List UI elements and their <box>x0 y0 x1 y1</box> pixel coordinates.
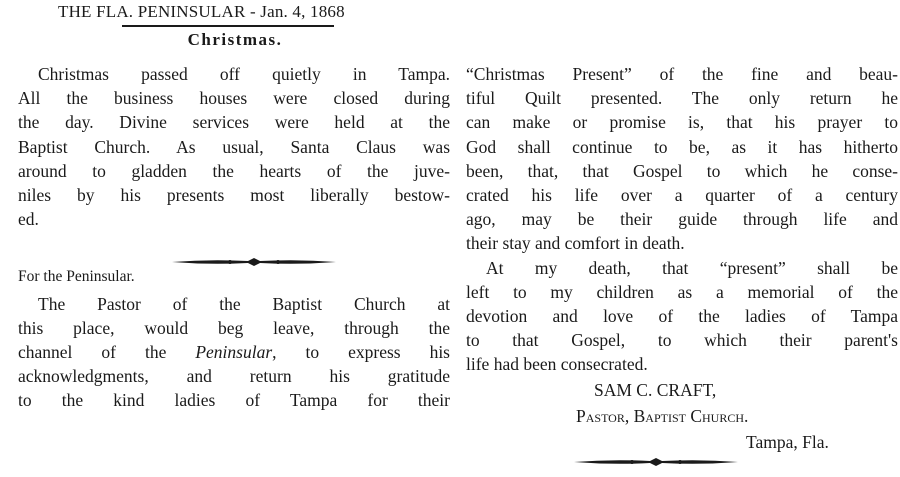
pastor-letter <box>18 292 450 413</box>
masthead: THE FLA. PENINSULAR - Jan. 4, 1868 <box>58 2 345 21</box>
text-line: niles by his presents most liberally bestow- <box>18 185 450 206</box>
text-line: ago, may be their guide through life and <box>466 209 898 230</box>
text-line: acknowledgments, and return his gratitude <box>18 366 450 387</box>
signature-title: Pastor, Baptist Church. <box>576 406 749 426</box>
headline: Christmas. <box>187 30 283 49</box>
text-line: God shall continue to be, as it has hitherto <box>466 136 898 157</box>
text-line: can make or promise is, that his prayer to <box>466 112 898 133</box>
signature-place: Tampa, Fla. <box>746 432 829 452</box>
text-line: At my death, that “present” shall be <box>486 257 898 278</box>
text-line: The Pastor of the Baptist Church at <box>38 293 450 314</box>
signature-name: SAM C. CRAFT, <box>594 380 717 400</box>
signature-block <box>466 377 886 455</box>
text-line: their stay and comfort in death. <box>466 233 685 254</box>
text-line: tiful Quilt presented. The only return he <box>466 88 898 109</box>
text-line: this place, would beg leave, through the <box>18 317 450 338</box>
text-line: All the business houses were closed during <box>18 88 450 109</box>
text-line-with-italic <box>18 340 450 364</box>
masthead-rule <box>122 25 334 27</box>
text-line: been, that, that Gospel to which he conse- <box>466 160 898 181</box>
text-line: Baptist Church. As usual, Santa Claus was <box>18 136 450 157</box>
text-line: around to gladden the hearts of the juve- <box>18 160 450 181</box>
left-column <box>18 62 450 413</box>
text-fragment: channel of the <box>18 342 196 363</box>
text-line: to that Gospel, to which their parent's <box>466 330 898 351</box>
right-column <box>466 62 898 377</box>
text-line: devotion and love of the ladies of Tampa <box>466 306 898 327</box>
text-fragment: , to express his <box>272 342 450 363</box>
text-line: crated his life over a quarter of a century <box>466 185 898 206</box>
text-line: ed. <box>18 209 39 230</box>
text-line: left to my children as a memorial of the <box>466 281 898 302</box>
newspaper-name: Peninsular <box>195 342 273 363</box>
ornamental-rule-icon <box>572 456 740 468</box>
christmas-article <box>18 62 450 231</box>
text-line: “Christmas Present” of the fine and beau- <box>466 64 898 84</box>
text-line: to the kind ladies of Tampa for their <box>18 390 450 411</box>
text-line: the day. Divine services were held at the <box>18 112 450 133</box>
text-line: Christmas passed off quietly in Tampa. <box>38 64 450 84</box>
closing-paragraph <box>466 256 898 377</box>
ornamental-rule-icon <box>170 256 338 268</box>
text-line: life had been consecrated. <box>466 354 648 375</box>
byline: For the Peninsular. <box>18 268 135 286</box>
letter-continued <box>466 62 898 256</box>
